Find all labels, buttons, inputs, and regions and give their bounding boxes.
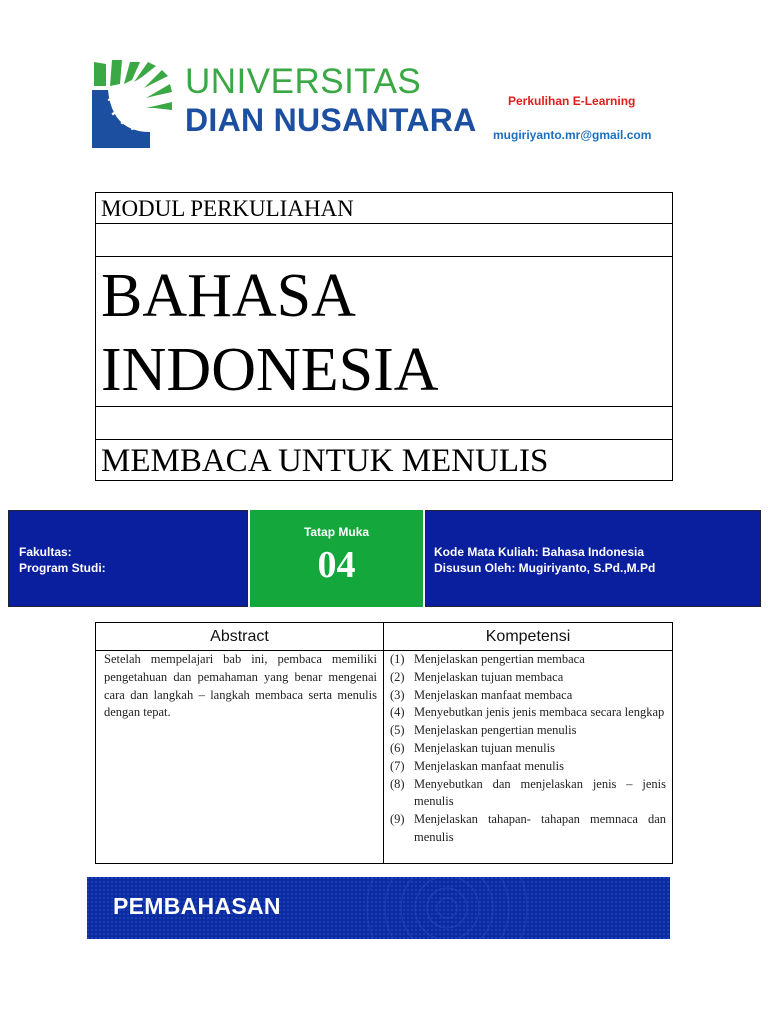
spacer-row	[96, 224, 672, 257]
contact-email[interactable]: mugiriyanto.mr@gmail.com	[493, 128, 652, 142]
list-item: (5) Menjelaskan pengertian menulis	[390, 723, 577, 738]
abstract-kompetensi-table	[95, 622, 673, 864]
disusun-oleh: Disusun Oleh: Mugiriyanto, S.Pd.,M.Pd	[434, 561, 656, 575]
university-logo	[92, 60, 172, 148]
course-title-line1: BAHASA	[101, 262, 356, 330]
list-item: (6) Menjelaskan tujuan menulis	[390, 740, 555, 755]
elearning-label: Perkulihan E-Learning	[508, 94, 636, 108]
tatap-muka-number: 04	[317, 544, 356, 586]
list-item: (8) Menyebutkan dan menjelaskan jenis – jenis menulis	[390, 776, 666, 809]
tatap-muka-panel	[250, 510, 423, 607]
section-title: PEMBAHASAN	[113, 893, 281, 919]
list-item: (9) Menjelaskan tahapan- tahapan memnaca dan menulis	[390, 812, 666, 844]
university-name	[185, 64, 477, 138]
pembahasan-banner	[87, 877, 670, 939]
university-name-line1: UNIVERSITAS	[185, 62, 422, 101]
list-item: (3) Menjelaskan manfaat membaca	[390, 687, 573, 702]
course-info-panel	[425, 510, 761, 607]
course-title	[96, 257, 672, 407]
list-item: (4) Menyebutkan jenis jenis membaca secara lengkap	[390, 705, 665, 720]
list-item: (1) Menjelaskan pengertian membaca	[390, 652, 585, 666]
kompetensi-column	[384, 623, 672, 863]
list-item: (2) Menjelaskan tujuan membaca	[390, 669, 564, 684]
university-name-line2: DIAN NUSANTARA	[185, 102, 477, 138]
kode-mata-kuliah: Kode Mata Kuliah: Bahasa Indonesia	[434, 545, 645, 559]
tatap-muka-label: Tatap Muka	[303, 525, 370, 539]
fakultas-label: Fakultas:	[19, 545, 72, 559]
abstract-header: Abstract	[96, 623, 383, 651]
module-title-box	[95, 192, 673, 481]
spacer-row	[96, 407, 672, 440]
course-title-line2: INDONESIA	[101, 336, 439, 404]
program-studi-label: Program Studi:	[19, 561, 106, 575]
list-item: (7) Menjelaskan manfaat menulis	[390, 758, 564, 773]
module-label: MODUL PERKULIAHAN	[96, 193, 672, 224]
kompetensi-list	[384, 651, 672, 847]
topic-title: MEMBACA UNTUK MENULIS	[96, 440, 672, 481]
abstract-text: Setelah mempelajari bab ini, pembaca memiliki pengetahuan dan pemahaman yang benar mengenai cara dan langkah – langkah membaca serta menulis dengan tepat.	[104, 652, 377, 720]
kompetensi-header: Kompetensi	[384, 623, 672, 651]
faculty-panel	[8, 510, 248, 607]
abstract-column	[96, 623, 384, 863]
